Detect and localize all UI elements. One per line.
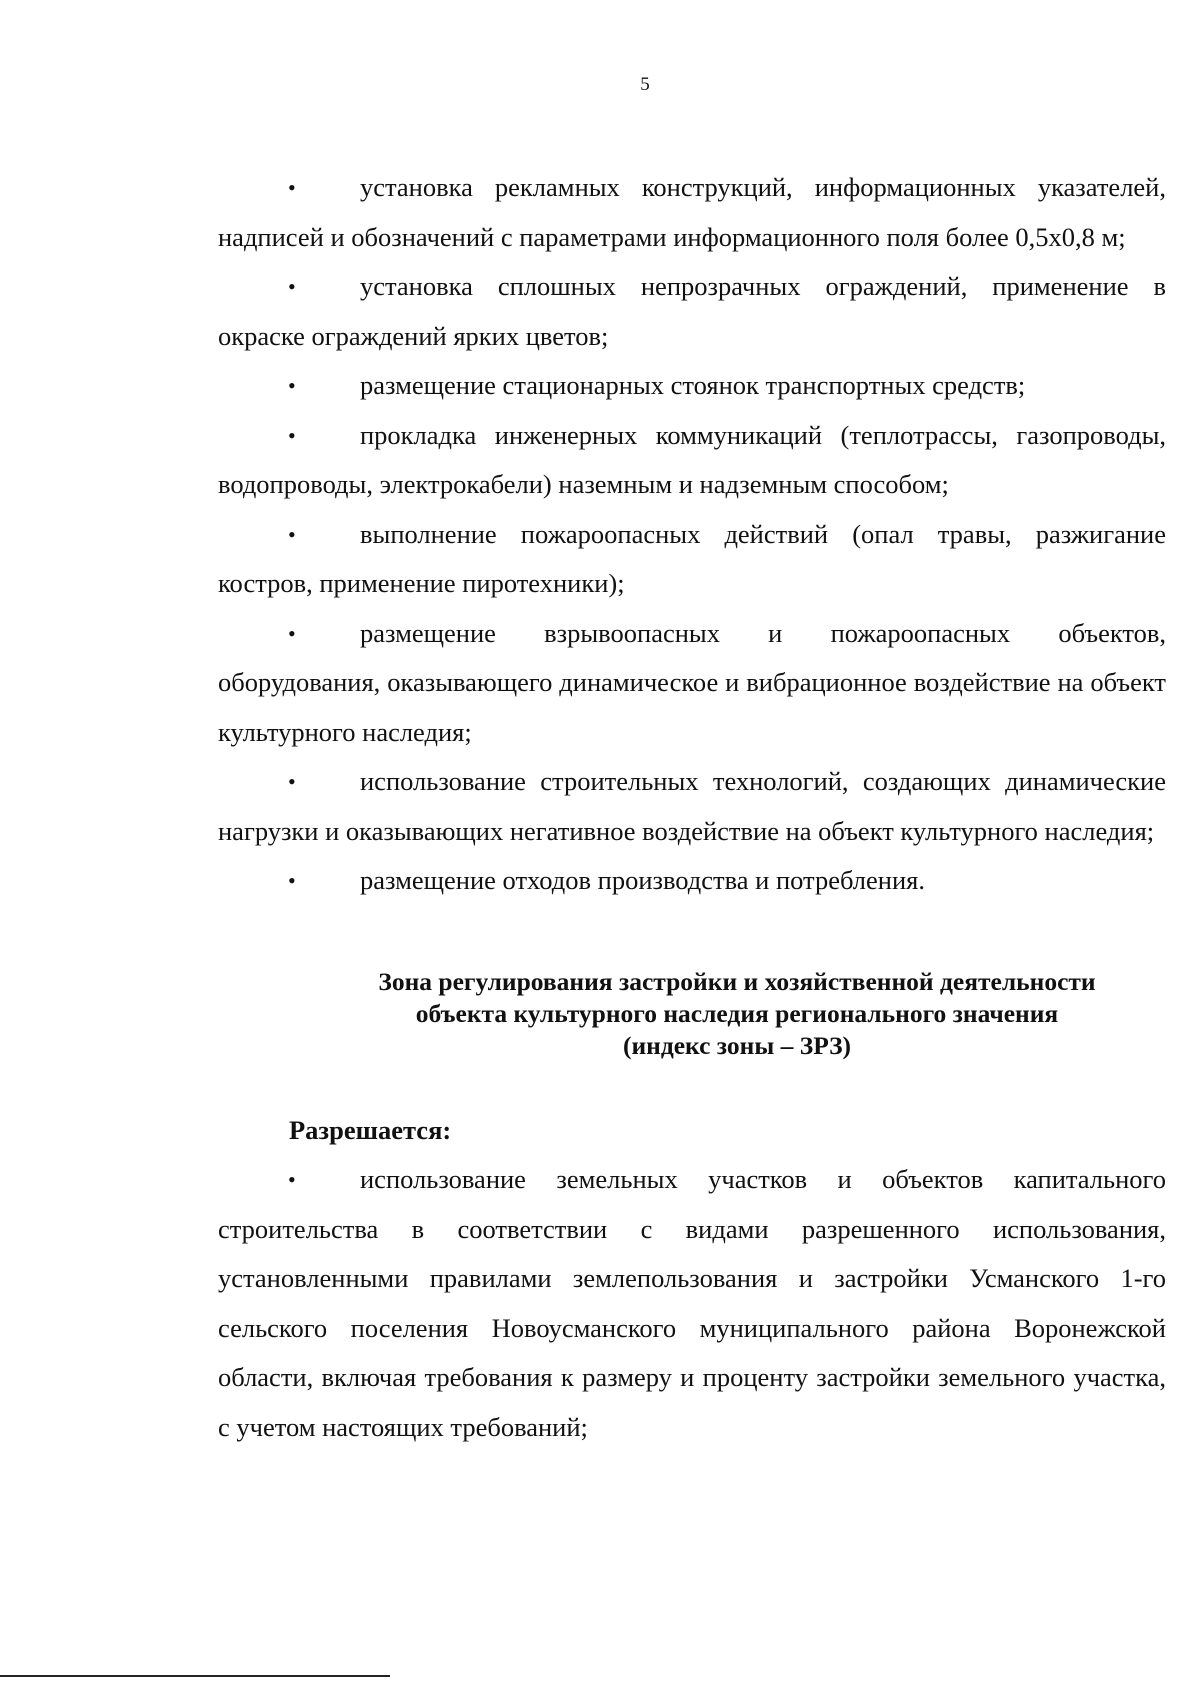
list-item: • использование строительных технологий, создающих динамические нагрузки и оказывающих негативное воздействие на объект культурного наследия; bbox=[218, 757, 1166, 856]
list-item: • установка сплошных непрозрачных ограждений, применение в окраске ограждений ярких цветов; bbox=[218, 262, 1166, 361]
bullet-icon: • bbox=[288, 274, 296, 299]
section-heading bbox=[218, 966, 1166, 1062]
bullet-icon: • bbox=[288, 620, 296, 646]
bullet-icon: • bbox=[288, 521, 296, 547]
document-body bbox=[218, 163, 1166, 1452]
footnote-divider bbox=[0, 1675, 390, 1677]
bullet-icon: • bbox=[288, 1167, 296, 1192]
list-item: • установка рекламных конструкций, информационных указателей, надписей и обозначений с параметрами информационного поля более 0,5х0,8 м; bbox=[218, 163, 1166, 262]
allowed-label: Разрешается: bbox=[289, 1114, 452, 1145]
page-number: 5 bbox=[640, 74, 650, 95]
list-item: • размещение взрывоопасных и пожароопасных объектов, оборудования, оказывающего динамическое и вибрационное воздействие на объект культурного наследия; bbox=[218, 609, 1166, 758]
list-item: • выполнение пожароопасных действий (опал травы, разжигание костров, применение пиротехники); bbox=[218, 510, 1166, 609]
bullet-icon: • bbox=[288, 175, 296, 200]
list-item: • использование земельных участков и объектов капитального строительства в соответствии с видами разрешенного использования, установленными правилами землепользования и застройки Усманского 1-го сельского поселения Новоусманского муниципального района Воронежской области, включая требования к размеру и проценту застройки земельного участка, с учетом настоящих требований; bbox=[218, 1155, 1166, 1452]
bullet-icon: • bbox=[288, 769, 296, 794]
bullet-icon: • bbox=[288, 422, 296, 448]
bullet-icon: • bbox=[288, 373, 296, 398]
bullet-icon: • bbox=[288, 868, 296, 893]
heading-line-1: Зона регулирования застройки и хозяйственной деятельности bbox=[378, 966, 1096, 996]
heading-line-3: (индекс зоны – ЗРЗ) bbox=[622, 1030, 852, 1060]
allowed-list bbox=[218, 1155, 1166, 1452]
list-item: • прокладка инженерных коммуникаций (теплотрассы, газопроводы, водопроводы, электрокабели) наземным и надземным способом; bbox=[218, 411, 1166, 510]
heading-line-2: объекта культурного наследия регионального значения bbox=[415, 998, 1059, 1028]
prohibited-list bbox=[218, 163, 1166, 906]
list-item: • размещение отходов производства и потребления. bbox=[218, 856, 1166, 906]
list-item: • размещение стационарных стоянок транспортных средств; bbox=[218, 361, 1166, 411]
